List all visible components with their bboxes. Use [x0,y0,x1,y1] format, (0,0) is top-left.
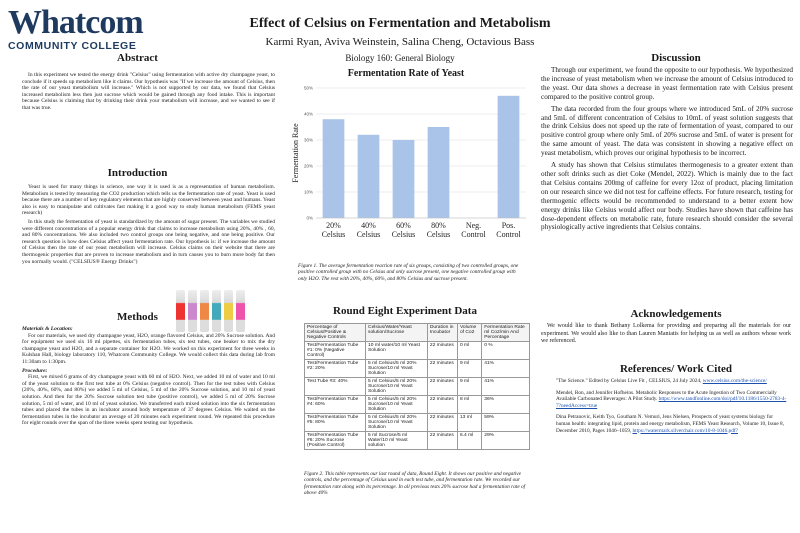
y-tick-label: 20% [303,163,313,169]
materials-location-text: For our materials, we used dry champagne yeast, H2O, orange flavored Celsius, and 20% Sucrose solution. And for equipment we used six 10 ml pipettes, six fermentation tubes, six test tubes, one beaker to mix the dry champagne yeast and H2O, and a separate container for H2O. We worked on this experiment for three weeks in Kulshan Hall, biology laboratory 110, Whatcom Community College. We would collect this data during lab from 11:30am to 1:30pm. [22,332,275,365]
table-header-cell: Percentage of Celsius/Positive & Negative Controls [305,324,366,342]
table-cell: 8 ml [457,396,481,414]
table-cell: Test/Fermentation Tube #5: 80% [305,414,366,432]
introduction-p2: In this study the fermentation of yeast is standardized by the amount of sugar present. The variables we studied were different concentrations of a popular energy drink that claims to increase metabolism using 20%, 40% , 60, and 80% concentrations. We also included two control groups one being negative, and one being positive. Our research question is how does Celsius affect yeast fermentation rate. Our hypothesis is: if we increase the amount of Celsius then the rate of our yeast metabolism will increase. Celsius claims on their website that there are thermogenic properties that are proven to increase metabolism and in turn causes you to burn more body fat then you normally would. ("CELSIUS® Energy Drinks") [22,218,275,265]
table-header-cell: Celsius/Water/Yeast solution/Sucrose [366,324,428,342]
table-cell: 22 minutes [427,378,457,396]
x-tick-label: 40% Celsius [356,221,381,239]
table-cell: 22 minutes [427,432,457,450]
logo-sub-text: COMMUNITY COLLEGE [8,40,137,52]
table-cell: 5 ml Celsius/5 ml 20% Sucrose/10 ml Yeast Solution [366,360,428,378]
table-heading: Round Eight Experiment Data [333,305,477,317]
table-cell: 9 ml [457,360,481,378]
references-section [556,378,788,439]
figure1-caption: Figure 1. The average fermentation reaction rate of six groups, consisting of two controlled groups, one positive controlled group with no Celsius and only sucrose present, one negative controlled group with only H2O. The rest with 20%, 40%, 60%, and 80% Celsius and sucrose present. [298,263,519,282]
bar [323,119,345,218]
poster-authors: Karmi Ryan, Aviva Weinstein, Salina Cheng, Octavious Bass [265,36,535,48]
acknowledgements-section [541,323,791,348]
table-cell: 0 % [482,342,530,360]
abstract-section [22,72,275,114]
table-cell: Test/Fermentation Tube #6: 20% Sucrose (Positive Control) [305,432,366,450]
y-tick-label: 40% [303,111,313,117]
bar [498,96,520,218]
table-cell: 29% [482,432,530,450]
reference-2-link[interactable]: https://www.tandfonline.com/doi/pdf/10.1186/1550-2783-4-7?needAccess=true [556,396,787,409]
table-cell: 6.4 ml [457,432,481,450]
y-tick-label: 30% [303,137,313,143]
college-logo [8,6,198,52]
table-cell: 5 ml Sucrose/5 ml Water/10 ml Yeast solution [366,432,428,450]
table-row [305,342,530,360]
table-header-cell: Fermentation Rate ml Co2/min And Percentage [482,324,530,342]
procedure-text: First, we mixed 6 grams of dry champagne yeast with 60 ml of H2O. Next, we added 10 ml of water and 10 ml of the yeast solution to the first test tube at 0% Celsius (negative control). Then for the test tubes with Celsius (20%, 40%, 60%, and 80%) we added 5 ml of Celsius, 5 ml of the 20% Sucrose solution, and 10 ml of yeast solution. And then for the 20% Sucrose solution test tube (positive control), we added 5 ml of 20% Sucrose solution, 5 ml of water, and 10 ml of yeast solution. We transferred each mixed solution into the six fermentation tubes and placed the tubes in an incubator around body temperature of 37 degrees Celsius. We waited on the fermentation tubes in the incubator an average of 20 minutes each experiment round. We repeated this procedure for eight rounds over the span of the three weeks spent testing our hypothesis. [22,374,275,427]
abstract-text: In this experiment we tested the energy drink "Celsius" using fermentation with active dry champagne yeast, to conclude if it speeds up metabolism like it claims. Our hypothesis was "If we increase the amount of Celsius, then the rate of our yeast metabolism will increase." Which is not supported by our data, we found that Celsius increased metabolism less then just sucrose which would be gained through any food intake. This is important because Celsius is claiming that by drinking their drink your metabolism will increase, and we wanted to see if that was true. [22,72,275,111]
x-tick-label: 20% Celsius [321,221,346,239]
table-cell: 22 minutes [427,414,457,432]
introduction-heading: Introduction [107,167,168,179]
acknowledgements-heading: Acknowledgements [630,308,722,320]
y-tick-label: 0% [306,215,313,221]
table-cell: 22 minutes [427,396,457,414]
poster-title: Effect of Celsius on Fermentation and Metabolism [249,16,551,31]
logo-main-text: Whatcom [8,4,143,41]
figure2-caption: Figure 2. This table represents our last round of data, Round Eight. It shows our positive and negative controls, and the percentage of Celsius used in each test tube, and fermentation rate. We recorded our fermentation rate along with its percentage. In all previous tests 20% sucrose had a fermentation rate of above 40% [304,471,526,497]
x-tick-label: Pos. Control [496,221,521,239]
discussion-p3: A study has shown that Celsius stimulates thermogenesis to a greater extent than other soft drinks such as diet Coke (Mendel, 2022). Which is mainly due to the fact that Celsius contains 200mg of caffeine for every 12oz of product, placing limitation on our research since we did not test for caffeine effects. For future research, testing for thermogenic effects would be recommended to understand to a better extent how energy drinks like Celsius would affect our body. Studies have shown that caffeine has dose-dependent effects on metabolic rate, future research should consider the several physiologically active ingredients that Celsius contains. [541,161,793,232]
y-tick-label: 50% [303,85,313,91]
table-cell: 5 ml Celsius/5 ml 20% Sucrose/10 ml Yeast Solution [366,414,428,432]
introduction-section [22,184,275,267]
discussion-section [541,66,793,235]
acknowledgements-text: We would like to thank Bethany Lolkema for providing and preparing all the materials for our experiment. We would also like to than Lauren Maniatis for helping us as well as authors whose work we referenced. [541,323,791,344]
reference-1: "The Science." Edited by Celsius Live Fit , CELSIUS, 24 July 2024, www.celsius.com/the-science/ [556,378,767,384]
table-cell: Test/Fermentation Tube #1: 0% (Negative Control) [305,342,366,360]
discussion-p1: Through our experiment, we found the opposite to our hypothesis. We hypothesized the increase of yeast metabolism when we increase the amount of Celsius introduced to the yeast. Our data shows a decrease in yeast fermentation rate with Celsius present compared to the positive control group. [541,66,793,101]
table-row [305,396,530,414]
bar [358,135,380,218]
table-row [305,432,530,450]
table-cell: 5 ml Celsius/5 ml 20% Sucrose/10 ml Yeast Solution [366,396,428,414]
poster-course: Biology 160: General Biology [345,53,455,63]
materials-location-heading: Materials & Location: [22,326,73,332]
table-cell: 36% [482,396,530,414]
x-tick-label: Neg. Control [461,221,486,239]
table-cell: 10 ml water/10 ml Yeast Solution [366,342,428,360]
table-cell: 0 ml [457,342,481,360]
round-eight-table [304,323,530,450]
x-tick-label: 60% Celsius [391,221,416,239]
chart-title: Fermentation Rate of Yeast [347,68,465,79]
table-cell: 13 ml [457,414,481,432]
table-cell: 41% [482,378,530,396]
table-cell: 41% [482,360,530,378]
abstract-heading: Abstract [117,52,158,64]
table-cell: Test/Fermentation Tube #2: 20% [305,360,366,378]
introduction-p1: Yeast is used for many things in science, one way it is used is as a representation of human metabolism. Metabolism is tested by measuring the CO2 production which tells us the fermentation rate of yeast. Yeast is used because there are a number of key regulatory elements that are highly conserved between yeast and humans. Yeast also is easy to manipulate and cultivates fast making it a good way to study human metabolism (FEMS yeast research) [22,184,275,217]
reference-3: Dina Petranovic, Keith Tyo, Goutham N. Vemuri, Jens Nielsen, Prospects of yeast systems biology for human health: integrating lipid, protein and energy metabolism, FEMS Yeast Research, Volume 10, Issue 8, December 2010, Pages 1046–1059, https://watermark.silverchair.com/10-8-1046.pdf? [556,414,785,434]
methods-section [22,326,275,429]
discussion-heading: Discussion [651,52,701,64]
table-cell: 59% [482,414,530,432]
x-tick-label: 80% Celsius [426,221,451,239]
bar [393,140,415,218]
reference-1-link[interactable]: www.celsius.com/the-science/ [702,378,767,384]
table-row [305,378,530,396]
table-cell: Test/Fermentation Tube #4: 60% [305,396,366,414]
reference-2: Mendel, Ron, and Jennifer Hofheins. Metabolic Responses to the Acute Ingestion of Two Commercially Available Carbonated Beverages: A Pilot Study. https://www.tandfonline.com/doi/pdf/10.1186/1550-2783-4-7?needAccess=true [556,389,787,409]
table-cell: 22 minutes [427,342,457,360]
reference-3-link[interactable]: https://watermark.silverchair.com/10-8-1046.pdf? [632,427,738,434]
fermentation-bar-chart [276,80,536,260]
table-cell: Test Tube #3: 40% [305,378,366,396]
table-header-cell: Duration in Incubator [427,324,457,342]
bar [428,127,450,218]
table-cell: 22 minutes [427,360,457,378]
y-axis-label: Fermentation Rate [291,123,300,183]
procedure-heading: Procedure: [22,367,48,374]
references-heading: References/ Work Cited [619,363,732,375]
table-cell: 5 ml Celsius/5 ml 20% Sucrose/10 ml Yeast Solution [366,378,428,396]
table-header-cell: Volume of Co2 [457,324,481,342]
discussion-p2: The data recorded from the four groups where we introduced 5mL of 20% sucrose and 5mL of different concentration of Celsius to 10mL of yeast solution suggests that the drink Celsius does not speed up the rate of fermentation of yeast, compared to our positive control group where only 5mL of 20% sucrose and 5mL of water is present for the same amount of yeast. The data was consistent in showing a negative effect on yeast metabolism, which proves our original hypothesis to be incorrect. [541,104,793,158]
table-row [305,414,530,432]
methods-heading: Methods [117,311,158,323]
table-cell: 9 ml [457,378,481,396]
y-tick-label: 10% [303,189,313,195]
table-row [305,360,530,378]
